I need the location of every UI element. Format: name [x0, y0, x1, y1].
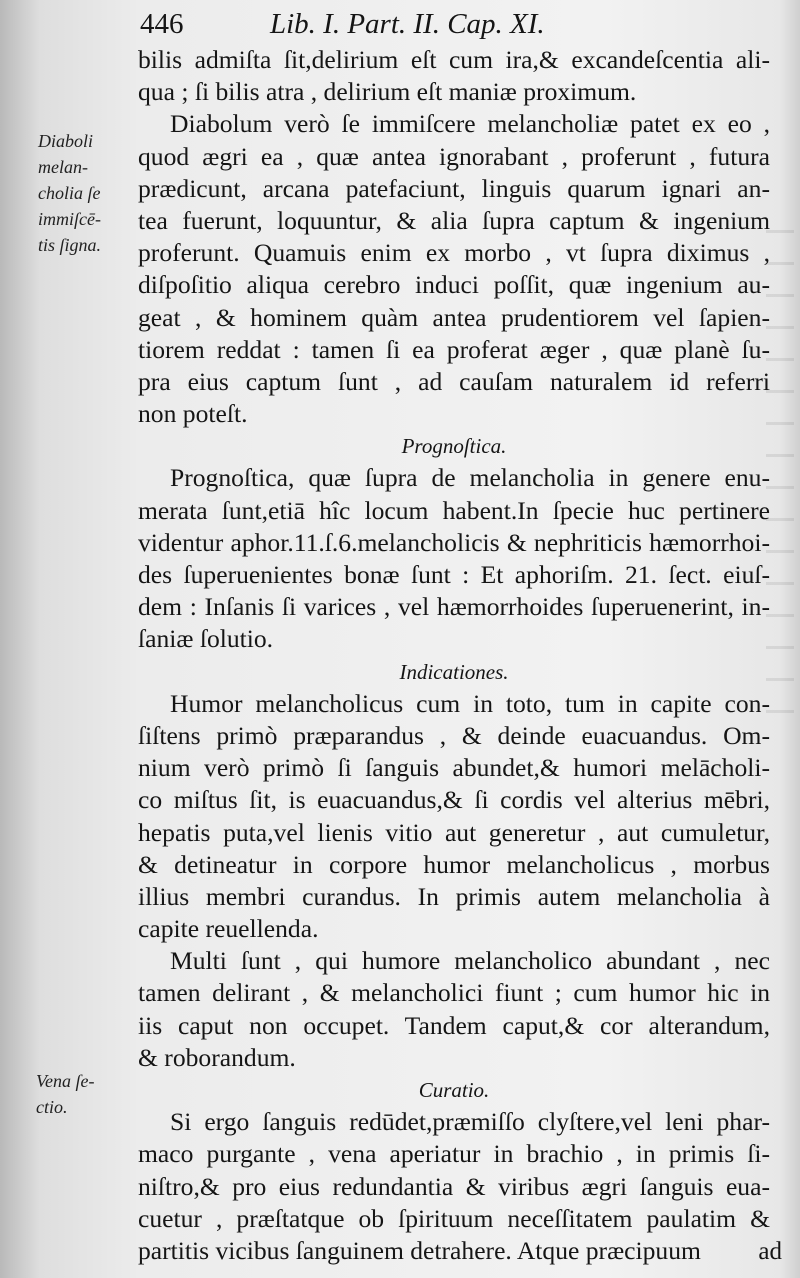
margin-line: tis ſigna. [38, 235, 102, 255]
margin-line: ctio. [36, 1097, 68, 1117]
text-line: Si ergo ſanguis redūdet,præmiſſo clyſtere,vel leni phar- [170, 1107, 770, 1137]
text-line: ſaniæ ſolutio. [138, 624, 274, 654]
running-head [140, 6, 780, 42]
text-line: capite reuellenda. [138, 914, 319, 944]
text-line: quod ægri ea , quæ antea ignorabant , proferunt , futura [138, 141, 770, 171]
text-line: diſpoſitio aliqua cerebro induci poſſit, quæ ingenium au- [138, 270, 770, 300]
section-heading: Curatio. [418, 1078, 490, 1102]
text-line: co miſtus ſit, is euacuandus,& ſi cordis vel alterius mēbri, [138, 785, 770, 815]
section-heading: Indicationes. [399, 659, 509, 684]
text-line: videntur aphor.11.ſ.6.melancholicis & nephriticis hæmorrhoi- [138, 527, 770, 557]
catchword: ad [758, 1238, 782, 1265]
text-line: pra eius captum ſunt , ad cauſam naturalem id referri [138, 366, 770, 396]
text-line: Prognoſtica, quæ ſupra de melancholia in genere enu- [170, 463, 770, 493]
text-line: maco purgante , vena aperiatur in brachio , in primis ſi- [138, 1139, 770, 1169]
margin-line: cholia ſe [38, 183, 101, 203]
text-line: tamen delirant , & melancholici fiunt ; cum humor hic in [138, 978, 770, 1008]
text-line: iis caput non occupet. Tandem caput,& cor alterandum, [138, 1010, 770, 1040]
text-line: non poteſt. [138, 399, 248, 429]
running-title: Lib. I. Part. II. Cap. XI. [270, 8, 545, 40]
margin-line: Vena ſe- [36, 1071, 95, 1091]
text-line: cuetur , præſtatque ob ſpirituum neceſſitatem paulatim & [138, 1203, 770, 1233]
text-line: merata ſunt,etiā hîc locum habent.In ſpecie huc pertinere [138, 495, 770, 525]
margin-note-vena-sectio [36, 1068, 94, 1120]
text-line: ſiſtens primò præparandus , & deinde euacuandus. Om- [138, 720, 770, 750]
text-line: geat , & hominem quàm antea prudentiorem vel ſapien- [138, 302, 770, 332]
text-line: tea fuerunt, loquuntur, & alia ſupra captum & ingenium [138, 205, 770, 235]
text-line: illius membri curandus. In primis autem melancholia à [138, 881, 770, 911]
text-line: tiorem reddat : tamen ſi ea proferat æger , quæ planè ſu- [138, 334, 770, 364]
text-line: dem : Inſanis ſi varices , vel hæmorrhoides ſuperuenerint, in- [138, 592, 770, 622]
text-line: prædicunt, arcana patefaciunt, linguis quarum ignari an- [138, 173, 770, 203]
text-line: des ſuperuenientes bonæ ſunt : Et aphoriſm. 21. ſect. eiuſ- [138, 560, 770, 589]
text-line: Multi ſunt , qui humore melancholico abundant , nec [170, 946, 770, 976]
text-line: hepatis puta,vel lienis vitio aut generetur , aut cumuletur, [138, 817, 770, 847]
section-heading: Prognoſtica. [401, 434, 507, 459]
margin-line: immiſcē- [38, 209, 101, 229]
margin-note-diaboli [38, 128, 101, 258]
text-line: bilis admiſta ſit,delirium eſt cum ira,& excandeſcentia ali- [138, 45, 770, 74]
text-line: & detineatur in corpore humor melancholicus , morbus [138, 849, 770, 879]
margin-line: Diaboli [38, 131, 94, 151]
text-line: partitis vicibus ſanguinem detrahere. Atque præcipuum [138, 1235, 701, 1265]
text-line: & roborandum. [138, 1042, 296, 1072]
text-line: Diabolum verò ſe immiſcere melancholiæ patet ex eo , [170, 109, 770, 139]
body-text [138, 44, 770, 1267]
text-line: proferunt. Quamuis enim ex morbo , vt ſupra diximus , [138, 238, 770, 268]
text-line: niſtro,& pro eius redundantia & viribus ægri ſanguis eua- [138, 1171, 770, 1201]
text-line: Humor melancholicus cum in toto, tum in capite con- [170, 688, 770, 718]
page-number: 446 [140, 8, 184, 40]
text-line: nium verò primò ſi ſanguis abundet,& humori melācholi- [138, 753, 770, 783]
text-line: qua ; ſi bilis atra , delirium eſt maniæ proximum. [138, 77, 637, 107]
show-through-shadow [766, 230, 794, 730]
margin-line: melan- [38, 157, 88, 177]
